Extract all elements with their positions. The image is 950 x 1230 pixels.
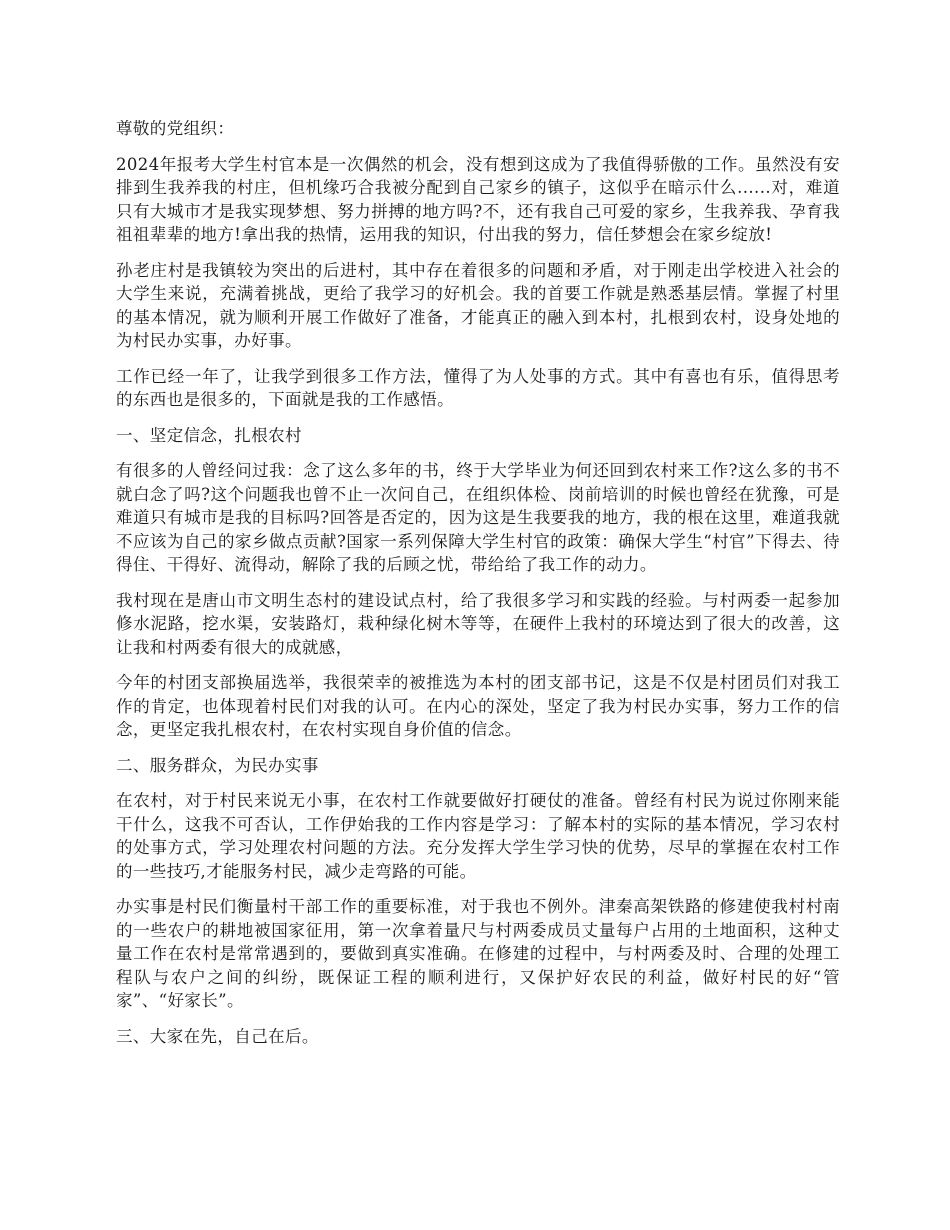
paragraph: 孙老庄村是我镇较为突出的后进村，其中存在着很多的问题和矛盾，对于刚走出学校进入社会的大学生来说，充满着挑战，更给了我学习的好机会。我的首要工作就是熟悉基层情。掌握了村里的基本情况，就为顺利开展工作做好了准备，才能真正的融入到本村，扎根到农村，设身处地的为村民办实事，办好事。 xyxy=(116,260,840,350)
section-heading: 一、坚定信念，扎根农村 xyxy=(116,425,302,445)
paragraph: 在农村，对于村民来说无小事，在农村工作就要做好打硬仗的准备。曾经有村民为说过你刚来能干什么，这我不可否认，工作伊始我的工作内容是学习：了解本村的实际的基本情况，学习农村的处事方式，学习处理农村问题的方法。充分发挥大学生学习快的优势，尽早的掌握在农村工作的一些技巧,才能服务村民，减少走弯路的可能。 xyxy=(116,791,840,881)
paragraph: 2024年报考大学生村官本是一次偶然的机会，没有想到这成为了我值得骄傲的工作。虽然没有安排到生我养我的村庄，但机缘巧合我被分配到自己家乡的镇子，这似乎在暗示什么......对，难道只有大城市才是我实现梦想、努力拼搏的地方吗?不，还有我自己可爱的家乡，生我养我、孕育我祖祖辈辈的地方!拿出我的热情，运用我的知识，付出我的努力，信任梦想会在家乡绽放! xyxy=(116,154,840,244)
section-heading: 二、服务群众，为民办实事 xyxy=(116,755,319,775)
section-heading: 三、大家在先，自己在后。 xyxy=(116,1026,319,1046)
document-body xyxy=(116,117,840,1060)
paragraph: 办实事是村民们衡量村干部工作的重要标准，对于我也不例外。津秦高架铁路的修建使我村村南的一些农户的耕地被国家征用，第一次拿着量尺与村两委成员丈量每户占用的土地面积，这种丈量工作在农村是常常遇到的，要做到真实准确。在修建的过程中，与村两委及时、合理的处理工程队与农户之间的纠纷，既保证工程的顺利进行，又保护好农民的利益，做好村民的好“管家”、“好家长”。 xyxy=(116,897,840,1010)
paragraph: 有很多的人曾经问过我：念了这么多年的书，终于大学毕业为何还回到农村来工作?这么多的书不就白念了吗?这个问题我也曾不止一次问自己，在组织体检、岗前培训的时候也曾经在犹豫，可是难道只有城市是我的目标吗?回答是否定的，因为这是生我要我的地方，我的根在这里，难道我就不应该为自己的家乡做点贡献?国家一系列保障大学生村官的政策：确保大学生“村官”下得去、待得住、干得好、流得动，解除了我的后顾之忧，带给给了我工作的动力。 xyxy=(116,461,840,574)
paragraph: 今年的村团支部换届选举，我很荣幸的被推选为本村的团支部书记，这是不仅是村团员们对我工作的肯定，也体现着村民们对我的认可。在内心的深处，坚定了我为村民办实事，努力工作的信念，更坚定我扎根农村，在农村实现自身价值的信念。 xyxy=(116,673,840,739)
paragraph: 工作已经一年了，让我学到很多工作方法，懂得了为人处事的方式。其中有喜也有乐，值得思考的东西也是很多的，下面就是我的工作感悟。 xyxy=(116,366,840,409)
salutation: 尊敬的党组织： xyxy=(116,119,235,138)
paragraph: 我村现在是唐山市文明生态村的建设试点村，给了我很多学习和实践的经验。与村两委一起参加修水泥路，挖水渠，安装路灯，栽种绿化树木等等，在硬件上我村的环境达到了很大的改善，这让我和村两委有很大的成就感， xyxy=(116,590,840,657)
